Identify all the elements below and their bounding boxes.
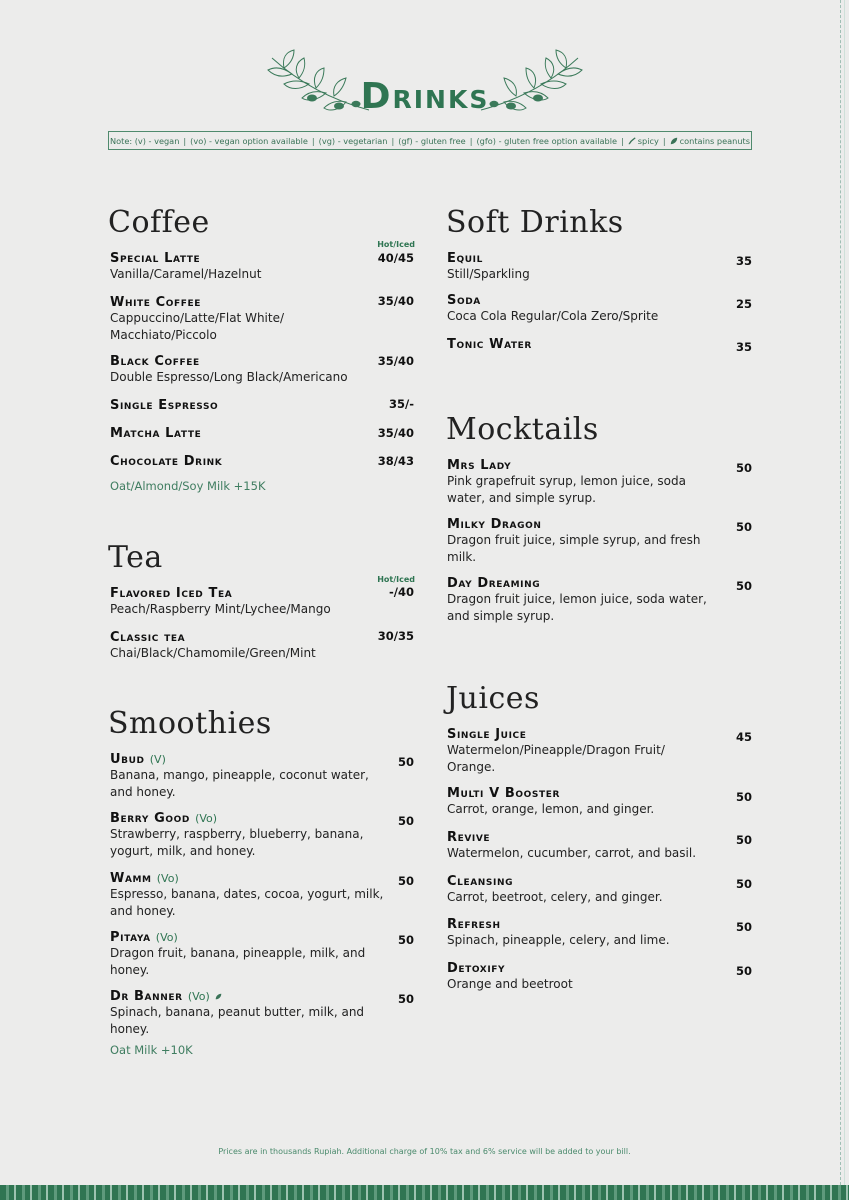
item-desc: Watermelon, cucumber, carrot, and basil. bbox=[447, 846, 697, 860]
item-desc: Dragon fruit, banana, pineapple, milk, and bbox=[110, 946, 366, 960]
note-vegetarian: (vg) - vegetarian bbox=[318, 135, 388, 146]
item-name: Pitaya bbox=[110, 930, 151, 945]
menu-item bbox=[447, 727, 665, 775]
item-price: 50 bbox=[397, 814, 414, 828]
item-desc-line2: and simple syrup. bbox=[447, 608, 555, 623]
item-name: Cleansing bbox=[447, 874, 514, 889]
menu-item bbox=[110, 295, 284, 343]
item-name: Equil bbox=[447, 251, 483, 266]
item-price: 30/35 bbox=[377, 629, 414, 643]
item-desc: Strawberry, raspberry, blueberry, banana, bbox=[110, 827, 364, 841]
item-name: Refresh bbox=[447, 917, 501, 932]
note-spicy: spicy bbox=[637, 135, 659, 146]
item-name: Ubud bbox=[110, 752, 145, 767]
item-price: 50 bbox=[397, 992, 414, 1006]
item-desc-line2: and honey. bbox=[110, 784, 176, 799]
item-desc: Dragon fruit juice, simple syrup, and fresh bbox=[447, 533, 701, 547]
item-price: 35/40 bbox=[377, 354, 414, 368]
menu-item bbox=[110, 398, 218, 413]
item-price: 50 bbox=[735, 920, 752, 934]
item-price: -/40 bbox=[389, 585, 414, 599]
diet-tag: (Vo) bbox=[155, 931, 178, 944]
olive-sprig-icon bbox=[476, 48, 586, 118]
footer-note: Prices are in thousands Rupiah. Additional charge of 10% tax and 6% service will be added to your bill. bbox=[218, 1147, 631, 1156]
item-price: 38/43 bbox=[377, 454, 414, 468]
item-desc: Vanilla/Caramel/Hazelnut bbox=[110, 267, 262, 281]
header bbox=[250, 48, 600, 128]
item-desc: Peach/Raspberry Mint/Lychee/Mango bbox=[110, 602, 331, 616]
side-border-inner bbox=[844, 0, 846, 1185]
item-name: Berry Good bbox=[110, 811, 190, 826]
item-name: Special Latte bbox=[110, 251, 201, 266]
menu-item bbox=[110, 630, 316, 662]
menu-item bbox=[447, 458, 686, 506]
item-desc: Banana, mango, pineapple, coconut water, bbox=[110, 768, 369, 782]
peanut-leaf-icon bbox=[670, 137, 678, 145]
item-desc: Spinach, banana, peanut butter, milk, and bbox=[110, 1005, 365, 1019]
menu-item bbox=[447, 517, 701, 565]
item-price: 35 bbox=[735, 340, 752, 354]
item-desc: Double Espresso/Long Black/Americano bbox=[110, 370, 348, 384]
item-desc-line2: Orange. bbox=[447, 759, 496, 774]
item-name: Day Dreaming bbox=[447, 576, 541, 591]
item-name: Tonic Water bbox=[447, 337, 532, 352]
item-desc: Orange and beetroot bbox=[447, 977, 573, 991]
note-vegan: Note: (v) - vegan bbox=[109, 135, 180, 146]
section-title-soft-drinks: Soft Drinks bbox=[446, 205, 624, 240]
item-price: 50 bbox=[397, 755, 414, 769]
menu-item bbox=[110, 454, 222, 469]
section-title-smoothies: Smoothies bbox=[108, 706, 272, 741]
menu-item bbox=[110, 354, 348, 386]
item-name: Multi V Booster bbox=[447, 786, 560, 801]
section-title-juices: Juices bbox=[446, 681, 540, 716]
side-border bbox=[840, 0, 842, 1185]
item-desc: Cappuccino/Latte/Flat White/ bbox=[110, 311, 285, 325]
item-desc: Still/Sparkling bbox=[447, 267, 530, 281]
menu-item bbox=[110, 251, 261, 283]
item-name: Wamm bbox=[110, 871, 152, 886]
diet-tag: (Vo) bbox=[195, 812, 218, 825]
item-desc-line2: milk. bbox=[447, 549, 477, 564]
peanut-leaf-icon bbox=[215, 993, 222, 1000]
diet-tag: (Vo) bbox=[156, 872, 179, 885]
item-name: Flavored Iced Tea bbox=[110, 586, 233, 601]
item-price: 50 bbox=[735, 461, 752, 475]
item-desc-line2: yogurt, milk, and honey. bbox=[110, 843, 256, 858]
item-desc-line2: Macchiato/Piccolo bbox=[110, 327, 217, 342]
item-desc: Pink grapefruit syrup, lemon juice, soda bbox=[447, 474, 686, 488]
note-vegan-option: (vo) - vegan option available bbox=[190, 135, 308, 146]
item-name: Revive bbox=[447, 830, 491, 845]
menu-item bbox=[447, 961, 573, 993]
menu-item bbox=[110, 930, 365, 978]
section-title-tea: Tea bbox=[108, 540, 163, 575]
menu-item bbox=[447, 786, 654, 818]
item-name: Classic tea bbox=[110, 630, 186, 645]
section-title-coffee: Coffee bbox=[108, 205, 210, 240]
menu-item bbox=[110, 811, 363, 859]
menu-item bbox=[447, 576, 707, 624]
page-title: Drinks bbox=[360, 76, 490, 117]
item-desc-line2: honey. bbox=[110, 962, 150, 977]
item-desc: Dragon fruit juice, lemon juice, soda water, bbox=[447, 592, 707, 606]
note-gluten-free: (gf) - gluten free bbox=[398, 135, 466, 146]
item-desc: Spinach, pineapple, celery, and lime. bbox=[447, 933, 670, 947]
item-price: 35/- bbox=[389, 397, 414, 411]
menu-item bbox=[447, 874, 663, 906]
decorative-bottom-border bbox=[0, 1185, 849, 1200]
diet-tag: (V) bbox=[149, 753, 166, 766]
pepper-icon bbox=[628, 137, 636, 145]
item-name: Single Espresso bbox=[110, 398, 219, 413]
item-name: Matcha Latte bbox=[110, 426, 202, 441]
item-desc: Carrot, beetroot, celery, and ginger. bbox=[447, 890, 663, 904]
item-price: 50 bbox=[397, 874, 414, 888]
item-name: Chocolate Drink bbox=[110, 454, 223, 469]
item-name: Single Juice bbox=[447, 727, 527, 742]
menu-item bbox=[110, 586, 331, 618]
item-price: 35 bbox=[735, 254, 752, 268]
item-desc: Watermelon/Pineapple/Dragon Fruit/ bbox=[447, 743, 665, 757]
item-desc: Espresso, banana, dates, cocoa, yogurt, milk, bbox=[110, 887, 384, 901]
milk-option-note: Oat Milk +10K bbox=[110, 1043, 193, 1057]
item-price: 50 bbox=[735, 520, 752, 534]
item-desc: Coca Cola Regular/Cola Zero/Sprite bbox=[447, 309, 659, 323]
item-name: Black Coffee bbox=[110, 354, 200, 369]
item-price: 50 bbox=[735, 964, 752, 978]
menu-item bbox=[447, 293, 658, 325]
legend-note-bar: Note: (v) - vegan | (vo) - vegan option available | (vg) - vegetarian | (gf) - gluten free | (gfo) - gluten free option available | spicy | contains peanuts bbox=[108, 131, 752, 150]
item-price: 45 bbox=[735, 730, 752, 744]
item-price: 50 bbox=[735, 833, 752, 847]
milk-option-note: Oat/Almond/Soy Milk +15K bbox=[110, 479, 266, 493]
item-name: Mrs Lady bbox=[447, 458, 512, 473]
section-title-mocktails: Mocktails bbox=[446, 412, 599, 447]
menu-item bbox=[447, 917, 670, 949]
item-price: 50 bbox=[397, 933, 414, 947]
item-price: 35/40 bbox=[377, 426, 414, 440]
menu-item bbox=[447, 251, 530, 283]
item-name: Dr Banner bbox=[110, 989, 183, 1004]
hot-iced-label: Hot/Iced bbox=[377, 240, 415, 249]
item-price: 50 bbox=[735, 877, 752, 891]
item-desc: Carrot, orange, lemon, and ginger. bbox=[447, 802, 655, 816]
note-peanuts: contains peanuts bbox=[679, 135, 751, 146]
item-desc-line2: and honey. bbox=[110, 903, 176, 918]
menu-item bbox=[110, 752, 369, 800]
item-name: White Coffee bbox=[110, 295, 202, 310]
menu-item bbox=[110, 426, 201, 441]
item-price: 40/45 bbox=[377, 251, 414, 265]
item-price: 25 bbox=[735, 297, 752, 311]
item-name: Soda bbox=[447, 293, 481, 308]
diet-tag: (Vo) bbox=[187, 990, 210, 1003]
item-desc-line2: honey. bbox=[110, 1021, 150, 1036]
item-price: 50 bbox=[735, 579, 752, 593]
item-name: Milky Dragon bbox=[447, 517, 542, 532]
item-price: 35/40 bbox=[377, 294, 414, 308]
menu-item bbox=[447, 830, 696, 862]
hot-iced-label: Hot/Iced bbox=[377, 575, 415, 584]
item-name: Detoxify bbox=[447, 961, 506, 976]
menu-item bbox=[110, 989, 364, 1037]
note-gluten-free-option: (gfo) - gluten free option available bbox=[476, 135, 618, 146]
item-price: 50 bbox=[735, 790, 752, 804]
menu-item bbox=[447, 337, 532, 352]
item-desc: Chai/Black/Chamomile/Green/Mint bbox=[110, 646, 316, 660]
item-desc-line2: water, and simple syrup. bbox=[447, 490, 596, 505]
